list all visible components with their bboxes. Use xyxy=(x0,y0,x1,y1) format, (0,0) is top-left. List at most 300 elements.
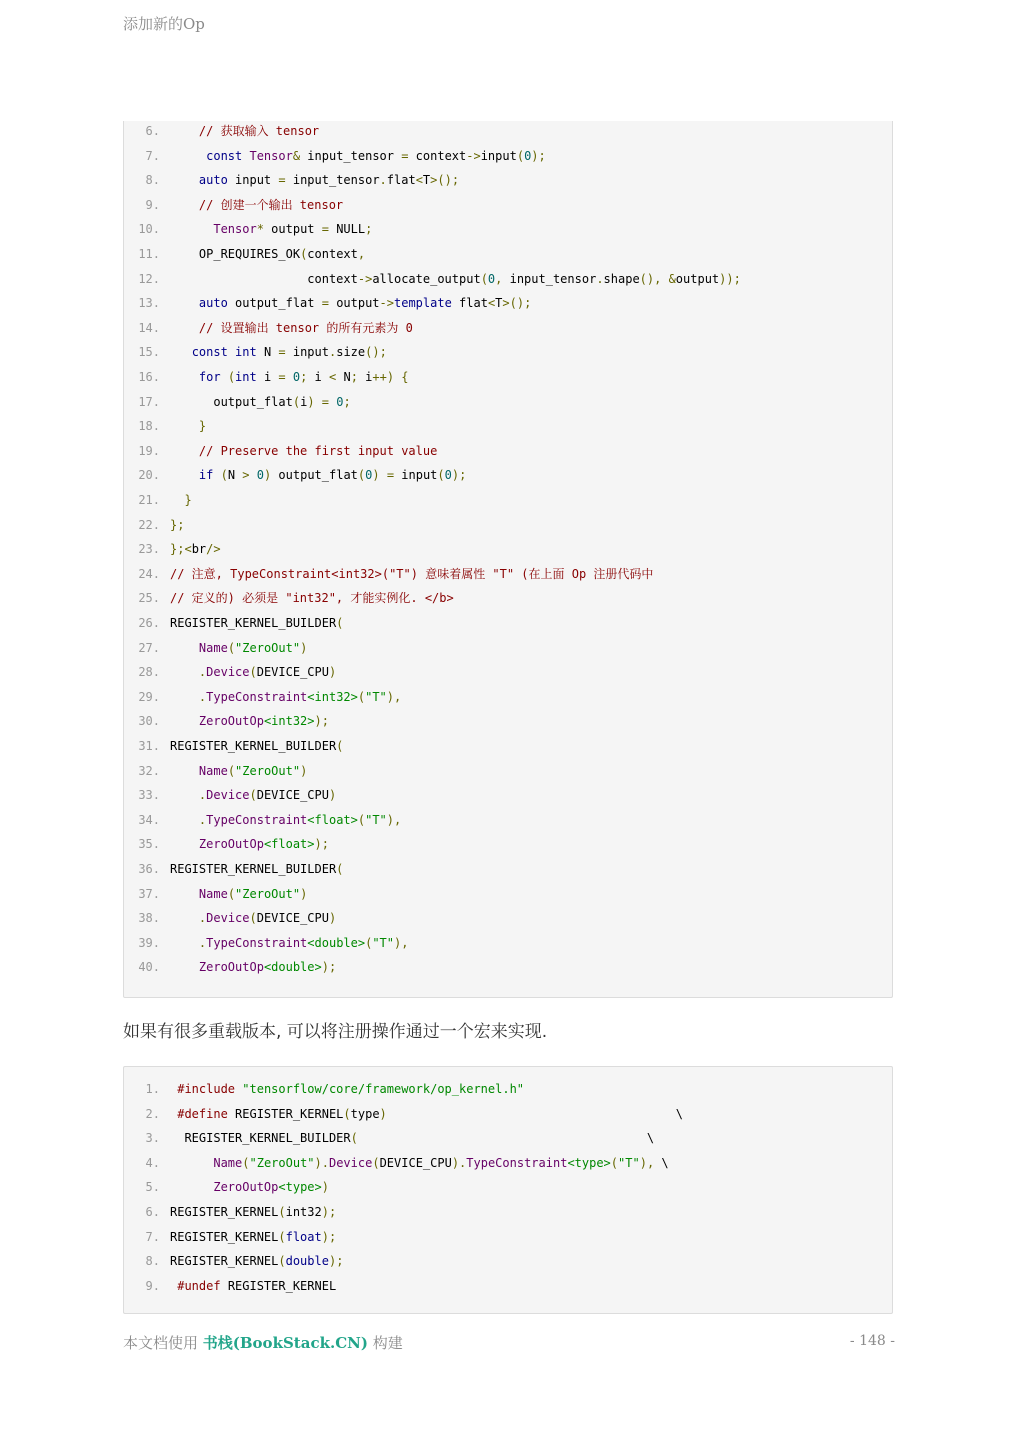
body-paragraph: 如果有很多重载版本, 可以将注册操作通过一个宏来实现. xyxy=(123,1022,548,1042)
line-number: 29. xyxy=(138,689,160,704)
line-number: 22. xyxy=(138,517,160,532)
code-token: REGISTER_KERNEL_BUILDER xyxy=(170,616,337,630)
code-token: )); xyxy=(719,271,741,286)
code-token: < xyxy=(487,296,496,311)
code-token: 0 xyxy=(292,370,301,384)
code-token: input xyxy=(480,148,517,163)
code-text xyxy=(170,862,343,876)
code-text xyxy=(170,247,365,261)
code-token: . xyxy=(198,911,207,926)
code-token: Name xyxy=(198,640,228,655)
line-number: 20. xyxy=(138,468,160,483)
line-number: 7. xyxy=(145,1229,160,1244)
code-token: // 创建一个输出 tensor xyxy=(198,197,344,212)
code-token: output_flat xyxy=(213,394,293,409)
code-token: /> xyxy=(206,542,221,557)
code-line xyxy=(124,441,437,461)
code-token: . xyxy=(198,665,207,680)
code-token: . xyxy=(198,812,207,827)
code-token: const xyxy=(191,345,236,360)
code-token: REGISTER_KERNEL_BUILDER xyxy=(184,1131,351,1146)
code-token: ( xyxy=(249,788,257,803)
code-text xyxy=(170,1230,336,1244)
code-text xyxy=(170,936,408,950)
code-token: <type> xyxy=(278,1180,322,1195)
code-token: flat xyxy=(386,173,416,188)
code-token: 0 xyxy=(365,468,373,483)
line-number: 14. xyxy=(138,320,160,335)
code-token: type xyxy=(350,1106,380,1121)
code-token: <float> xyxy=(263,837,315,852)
code-token: context xyxy=(307,271,358,286)
code-token: ZeroOutOp xyxy=(198,837,264,852)
line-number: 38. xyxy=(138,911,160,926)
code-token: , xyxy=(495,271,510,286)
code-text xyxy=(170,887,307,901)
line-number: 9. xyxy=(145,1278,160,1293)
code-token: -> xyxy=(357,271,373,286)
line-number: 6. xyxy=(145,124,160,138)
code-token: int xyxy=(235,345,264,360)
code-token: i xyxy=(300,394,308,409)
code-token: = xyxy=(278,173,293,188)
code-text xyxy=(170,173,459,187)
code-token: ( xyxy=(336,739,344,753)
code-token: #define xyxy=(177,1106,236,1121)
code-token: ZeroOutOp xyxy=(198,714,264,729)
code-token: ); xyxy=(314,837,329,852)
code-token: ) xyxy=(300,886,308,901)
code-token: ). xyxy=(314,1155,329,1170)
code-token: float xyxy=(285,1229,322,1244)
code-token: >(); xyxy=(502,296,532,311)
code-text xyxy=(170,321,413,335)
code-line xyxy=(124,957,336,977)
code-token: ; xyxy=(343,394,351,409)
code-line xyxy=(124,490,192,510)
code-text xyxy=(170,641,307,655)
code-token: ( xyxy=(480,271,488,286)
code-text xyxy=(170,837,329,851)
code-token: ( xyxy=(278,1205,286,1219)
code-token: = xyxy=(278,370,293,384)
line-number: 32. xyxy=(138,763,160,778)
code-token: output xyxy=(271,222,322,237)
code-line xyxy=(124,515,184,535)
code-token: ( xyxy=(278,1229,286,1244)
line-number: 8. xyxy=(145,173,160,188)
line-number: 39. xyxy=(138,935,160,950)
code-token: , xyxy=(357,247,366,261)
code-token: . xyxy=(328,345,337,360)
code-text xyxy=(170,739,343,753)
code-token: TypeConstraint xyxy=(206,935,308,950)
code-token: size xyxy=(336,345,366,360)
code-line xyxy=(124,465,466,485)
line-number: 28. xyxy=(138,665,160,680)
code-token: ); xyxy=(321,1229,337,1244)
code-token: (), & xyxy=(639,271,676,286)
code-token: ); xyxy=(321,960,337,975)
code-token: ), xyxy=(386,812,402,827)
code-token: TypeConstraint xyxy=(206,689,308,704)
code-line xyxy=(124,1177,329,1197)
line-number: 9. xyxy=(145,197,160,212)
code-token: Name xyxy=(198,763,228,778)
code-line xyxy=(124,834,329,854)
code-text xyxy=(170,788,336,802)
code-token: T xyxy=(495,296,503,311)
code-token: ); xyxy=(321,1205,337,1219)
code-line xyxy=(124,711,329,731)
line-number: 35. xyxy=(138,837,160,852)
code-text xyxy=(170,960,336,974)
code-token: ( xyxy=(336,616,344,630)
line-number: 8. xyxy=(145,1254,160,1269)
code-line xyxy=(124,884,307,904)
line-number: 11. xyxy=(138,247,160,261)
code-text xyxy=(170,272,741,286)
code-token: = xyxy=(401,148,416,163)
code-text xyxy=(170,764,307,778)
code-line xyxy=(124,933,408,953)
code-token: DEVICE_CPU xyxy=(256,788,329,803)
code-line xyxy=(124,1079,524,1099)
code-token: 0 xyxy=(336,394,344,409)
line-number: 6. xyxy=(145,1205,160,1219)
code-line xyxy=(124,170,459,190)
code-token: i xyxy=(314,370,329,384)
code-block-macro xyxy=(123,1066,893,1314)
code-token: Device xyxy=(206,788,250,803)
code-token: \ xyxy=(661,1155,669,1170)
line-number: 7. xyxy=(145,148,160,163)
line-number: 24. xyxy=(138,566,160,581)
code-token: br xyxy=(191,542,207,557)
code-token: input xyxy=(292,345,329,360)
code-text xyxy=(170,665,336,679)
code-text xyxy=(170,198,343,212)
code-token: \ xyxy=(357,1131,655,1146)
line-number: 23. xyxy=(138,542,160,557)
code-token: output xyxy=(336,296,380,311)
code-token: & xyxy=(292,148,308,163)
code-token: input_tensor xyxy=(307,148,402,163)
code-token: "T" xyxy=(365,689,387,704)
code-text xyxy=(170,468,466,482)
line-number: 33. xyxy=(138,788,160,803)
code-token: ++) { xyxy=(372,370,409,384)
code-token: ). xyxy=(451,1155,467,1170)
code-token: N xyxy=(227,468,243,483)
code-line xyxy=(124,244,365,264)
code-token: ); xyxy=(314,714,329,729)
code-token: if xyxy=(198,468,221,483)
footer-suffix: 构建 xyxy=(367,1334,403,1352)
code-token: template xyxy=(394,296,460,311)
code-line xyxy=(124,195,343,215)
code-token: ) xyxy=(263,468,279,483)
code-token: i xyxy=(263,370,279,384)
code-token: DEVICE_CPU xyxy=(379,1155,452,1170)
line-number: 15. xyxy=(138,345,160,360)
code-token: auto xyxy=(198,173,236,188)
code-token: output_flat xyxy=(235,296,322,311)
line-number: 21. xyxy=(138,493,160,507)
code-token: ) xyxy=(328,665,337,680)
code-token: 0 xyxy=(256,468,264,483)
code-token: "T" xyxy=(618,1155,640,1170)
code-token: ) = xyxy=(372,468,402,483)
code-token: int xyxy=(235,370,264,384)
code-token: context xyxy=(415,148,467,163)
code-token: const xyxy=(206,148,250,163)
code-token: "ZeroOut" xyxy=(235,640,301,655)
code-text xyxy=(170,714,329,728)
code-token: ZeroOutOp xyxy=(198,960,264,975)
code-token: ( xyxy=(300,247,308,261)
code-token: = xyxy=(278,345,293,360)
code-text xyxy=(170,542,221,556)
code-token: // 设置输出 tensor 的所有元素为 0 xyxy=(198,320,413,335)
code-token: . xyxy=(379,173,387,188)
code-token: N xyxy=(263,345,279,360)
code-token: "ZeroOut" xyxy=(249,1155,315,1170)
code-line xyxy=(124,1202,336,1222)
code-text xyxy=(170,1205,336,1219)
code-token: . xyxy=(198,689,207,704)
footer-bookstack-link[interactable]: 书栈(BookStack.CN) xyxy=(202,1334,368,1352)
code-token: ( xyxy=(220,468,228,483)
code-text xyxy=(170,149,546,163)
code-token: <int32> xyxy=(307,689,358,704)
code-token: ), xyxy=(394,935,409,950)
code-token: Device xyxy=(206,665,250,680)
code-block-kernel xyxy=(123,121,893,998)
code-token: ) xyxy=(379,1106,387,1121)
code-line xyxy=(124,588,454,608)
code-token: "T" xyxy=(365,812,387,827)
code-text xyxy=(170,419,206,433)
code-token: // Preserve the first input value xyxy=(198,443,438,458)
code-token: ) xyxy=(300,763,308,778)
line-number: 19. xyxy=(138,443,160,458)
code-token: ( xyxy=(357,689,366,704)
code-line xyxy=(124,1128,654,1148)
code-token: ( xyxy=(343,1106,351,1121)
code-line xyxy=(124,416,206,436)
code-text xyxy=(170,1131,654,1145)
code-token: };< xyxy=(170,542,192,557)
line-number: 26. xyxy=(138,616,160,630)
footer-prefix: 本文档使用 xyxy=(123,1334,203,1352)
code-token: = xyxy=(321,296,337,311)
code-text xyxy=(170,395,351,409)
code-token: Name xyxy=(198,886,228,901)
code-token: <float> xyxy=(307,812,358,827)
code-line xyxy=(124,1227,336,1247)
code-token: } xyxy=(184,493,192,507)
code-token: ); xyxy=(328,1254,344,1269)
code-token: input_tensor xyxy=(509,271,597,286)
code-token: . xyxy=(198,935,207,950)
code-line xyxy=(124,859,343,879)
line-number: 18. xyxy=(138,419,160,434)
line-number: 5. xyxy=(145,1180,160,1195)
code-line xyxy=(124,1251,343,1271)
code-text xyxy=(170,1180,329,1194)
line-number: 36. xyxy=(138,862,160,876)
code-text xyxy=(170,1107,683,1121)
line-number: 1. xyxy=(145,1082,160,1096)
code-token: <double> xyxy=(263,960,322,975)
code-token: shape xyxy=(603,271,640,286)
code-line xyxy=(124,146,546,166)
code-text xyxy=(170,345,387,359)
code-token: \ xyxy=(386,1106,683,1121)
line-number: 3. xyxy=(145,1131,160,1146)
code-token: TypeConstraint xyxy=(466,1155,568,1170)
code-token: 0 xyxy=(524,148,532,163)
code-token: Device xyxy=(328,1155,373,1170)
code-token: ; xyxy=(365,222,373,237)
code-token: TypeConstraint xyxy=(206,812,308,827)
code-token: REGISTER_KERNEL xyxy=(170,1229,279,1244)
line-number: 31. xyxy=(138,739,160,753)
code-line xyxy=(124,1153,669,1173)
code-text xyxy=(170,690,401,704)
code-token: ( xyxy=(242,1155,250,1170)
code-line xyxy=(124,908,336,928)
code-token: ( xyxy=(610,1155,619,1170)
code-token: ( xyxy=(372,1155,380,1170)
code-token: input_tensor xyxy=(292,173,380,188)
code-line xyxy=(124,342,387,362)
code-token: ( xyxy=(365,935,373,950)
page-number: - 148 - xyxy=(849,1333,895,1349)
code-line xyxy=(124,662,336,682)
code-token: Name xyxy=(213,1155,243,1170)
code-token: "tensorflow/core/framework/op_kernel.h" xyxy=(242,1082,525,1096)
code-token: "T" xyxy=(372,935,395,950)
code-token: input xyxy=(235,173,279,188)
footer-credit xyxy=(123,1332,403,1353)
code-token: output xyxy=(675,271,720,286)
line-number: 25. xyxy=(138,591,160,606)
code-token: >(); xyxy=(430,173,460,188)
code-token: (); xyxy=(365,345,387,360)
code-token: ) = xyxy=(307,394,337,409)
code-token: ; xyxy=(300,370,315,384)
line-number: 40. xyxy=(138,960,160,975)
code-token: ( xyxy=(227,763,236,778)
code-line xyxy=(124,219,372,239)
code-line xyxy=(124,564,653,584)
code-token: input xyxy=(401,468,438,483)
code-line xyxy=(124,293,531,313)
code-text xyxy=(170,591,454,605)
code-text xyxy=(170,1082,524,1096)
code-line xyxy=(124,392,351,412)
code-text xyxy=(170,616,343,630)
code-token: T xyxy=(422,173,431,188)
code-token: ), xyxy=(386,689,402,704)
code-token: ( xyxy=(278,1254,286,1269)
code-token: ( xyxy=(357,812,366,827)
code-token: ) xyxy=(328,788,337,803)
code-token: DEVICE_CPU xyxy=(256,665,329,680)
code-token: . xyxy=(198,788,207,803)
code-line xyxy=(124,1276,336,1296)
code-token: > xyxy=(242,468,257,483)
code-token: NULL xyxy=(336,222,366,237)
code-token: }; xyxy=(170,517,185,532)
code-token: N xyxy=(343,370,351,384)
line-number: 10. xyxy=(138,222,160,237)
code-token: REGISTER_KERNEL_BUILDER xyxy=(170,739,337,753)
line-number: 34. xyxy=(138,812,160,827)
code-text xyxy=(170,370,409,384)
code-line xyxy=(124,1104,683,1124)
code-token: -> xyxy=(379,296,394,311)
code-text xyxy=(170,493,192,507)
page-header-title: 添加新的Op xyxy=(123,15,205,33)
code-token: ) xyxy=(328,911,337,926)
line-number: 27. xyxy=(138,640,160,655)
code-line xyxy=(124,269,741,289)
code-line xyxy=(124,810,401,830)
code-token: ( xyxy=(350,1131,358,1146)
code-token: -> xyxy=(466,148,481,163)
line-number: 4. xyxy=(145,1155,160,1170)
code-token: ( xyxy=(336,862,344,876)
code-text xyxy=(170,518,184,532)
code-token: ( xyxy=(227,370,236,384)
code-token: REGISTER_KERNEL xyxy=(170,1254,279,1269)
code-line xyxy=(124,761,307,781)
code-token: Device xyxy=(206,911,250,926)
code-token: // 获取输入 tensor xyxy=(198,124,320,138)
code-token: int32 xyxy=(285,1205,322,1219)
code-token: ( xyxy=(516,148,525,163)
code-token: ) xyxy=(300,640,308,655)
code-token: allocate_output xyxy=(372,271,481,286)
line-number: 2. xyxy=(145,1106,160,1121)
code-text xyxy=(170,296,531,310)
code-token: 0 xyxy=(487,271,496,286)
code-token: // 注意, TypeConstraint<int32>("T") 意味着属性 "T" (在上面 Op 注册代码中 xyxy=(170,566,654,581)
code-token: ( xyxy=(357,468,366,483)
code-token: ( xyxy=(227,886,236,901)
code-line xyxy=(124,687,401,707)
code-line xyxy=(124,121,319,141)
code-token: ( xyxy=(249,911,257,926)
code-token: ) xyxy=(321,1180,329,1195)
code-token: ); xyxy=(451,468,467,483)
code-line xyxy=(124,638,307,658)
code-token: } xyxy=(198,419,207,434)
code-line xyxy=(124,736,343,756)
code-token: context xyxy=(307,247,358,261)
code-token: #include xyxy=(177,1082,243,1096)
code-text xyxy=(170,911,336,925)
code-token: auto xyxy=(198,296,236,311)
code-text xyxy=(170,124,319,138)
code-text xyxy=(170,444,437,458)
code-text xyxy=(170,222,372,236)
code-token: ( xyxy=(249,665,257,680)
code-token: "ZeroOut" xyxy=(235,763,301,778)
